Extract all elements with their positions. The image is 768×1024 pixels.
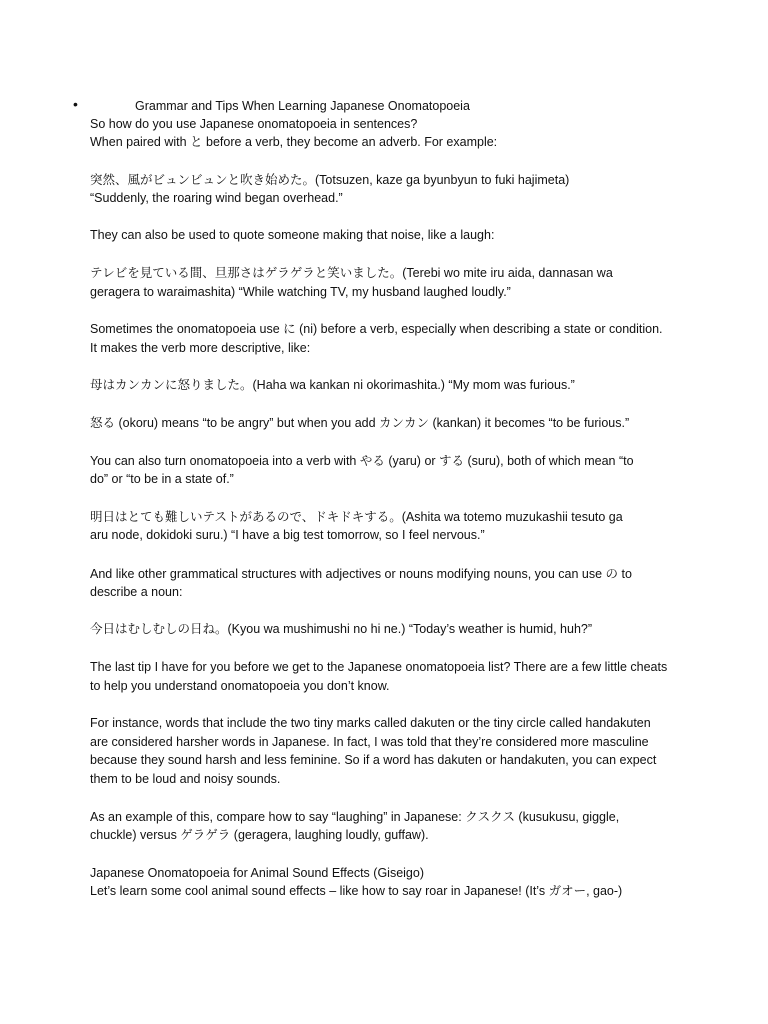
last-tip-line-1: The last tip I have for you before we get to the Japanese onomatopoeia list? There are a few little cheats xyxy=(90,660,668,674)
example-4-line-2: aru node, dokidoki suru.) “I have a big test tomorrow, so I feel nervous.” xyxy=(90,528,485,542)
bullet-marker: • xyxy=(73,96,78,112)
ni-usage-line-2: It makes the verb more descriptive, like: xyxy=(90,341,311,355)
intro-question: So how do you use Japanese onomatopoeia in sentences? xyxy=(90,117,418,131)
no-usage-line-1: And like other grammatical structures with adjectives or nouns modifying nouns, you can use の to xyxy=(90,567,632,581)
ni-usage-line-1: Sometimes the onomatopoeia use に (ni) before a verb, especially when describing a state or condition. xyxy=(90,322,663,336)
no-usage-line-2: describe a noun: xyxy=(90,585,183,599)
example-5: 今日はむしむしの日ね。(Kyou wa mushimushi no hi ne.) “Today’s weather is humid, huh?” xyxy=(90,622,593,636)
dakuten-line-3: because they sound harsh and less feminine. So if a word has dakuten or handakuten, you can expect xyxy=(90,753,657,767)
laugh-compare-line-1: As an example of this, compare how to say “laughing” in Japanese: クスクス (kusukusu, giggle, xyxy=(90,810,620,824)
example-4-line-1: 明日はとても難しいテストがあるので、ドキドキする。(Ashita wa totemo muzukashii tesuto ga xyxy=(90,510,623,524)
example-2-line-1: テレビを見ている間、旦那さはゲラゲラと笑いました。(Terebi wo mite iru aida, dannasan wa xyxy=(90,266,613,280)
animal-section-heading: Japanese Onomatopoeia for Animal Sound Effects (Giseigo) xyxy=(90,866,424,880)
laugh-compare-line-2: chuckle) versus ゲラゲラ (geragera, laughing loudly, guffaw). xyxy=(90,828,429,842)
example-3: 母はカンカンに怒りました。(Haha wa kankan ni okorimashita.) “My mom was furious.” xyxy=(90,378,575,392)
animal-section-intro: Let’s learn some cool animal sound effects – like how to say roar in Japanese! (It’s ガオー, gao-) xyxy=(90,884,623,898)
last-tip-line-2: to help you understand onomatopoeia you don’t know. xyxy=(90,679,390,693)
okoru-explanation: 怒る (okoru) means “to be angry” but when you add カンカン (kankan) it becomes “to be furious.” xyxy=(90,416,630,430)
example-2-line-2: geragera to waraimashita) “While watching TV, my husband laughed loudly.” xyxy=(90,285,511,299)
section-heading: Grammar and Tips When Learning Japanese Onomatopoeia xyxy=(135,99,470,113)
dakuten-line-2: are considered harsher words in Japanese. In fact, I was told that they’re considered more masculine xyxy=(90,735,649,749)
verb-usage-line-2: do” or “to be in a state of.” xyxy=(90,472,234,486)
paired-with-to: When paired with と before a verb, they become an adverb. For example: xyxy=(90,135,498,149)
dakuten-line-1: For instance, words that include the two tiny marks called dakuten or the tiny circle called handakuten xyxy=(90,716,651,730)
verb-usage-line-1: You can also turn onomatopoeia into a verb with やる (yaru) or する (suru), both of which mean “to xyxy=(90,454,634,468)
quote-intro: They can also be used to quote someone making that noise, like a laugh: xyxy=(90,228,495,242)
dakuten-line-4: them to be loud and noisy sounds. xyxy=(90,772,281,786)
example-1-english: “Suddenly, the roaring wind began overhead.” xyxy=(90,191,343,205)
example-1-japanese: 突然、風がビュンビュンと吹き始めた。(Totsuzen, kaze ga byunbyun to fuki hajimeta) xyxy=(90,173,570,187)
